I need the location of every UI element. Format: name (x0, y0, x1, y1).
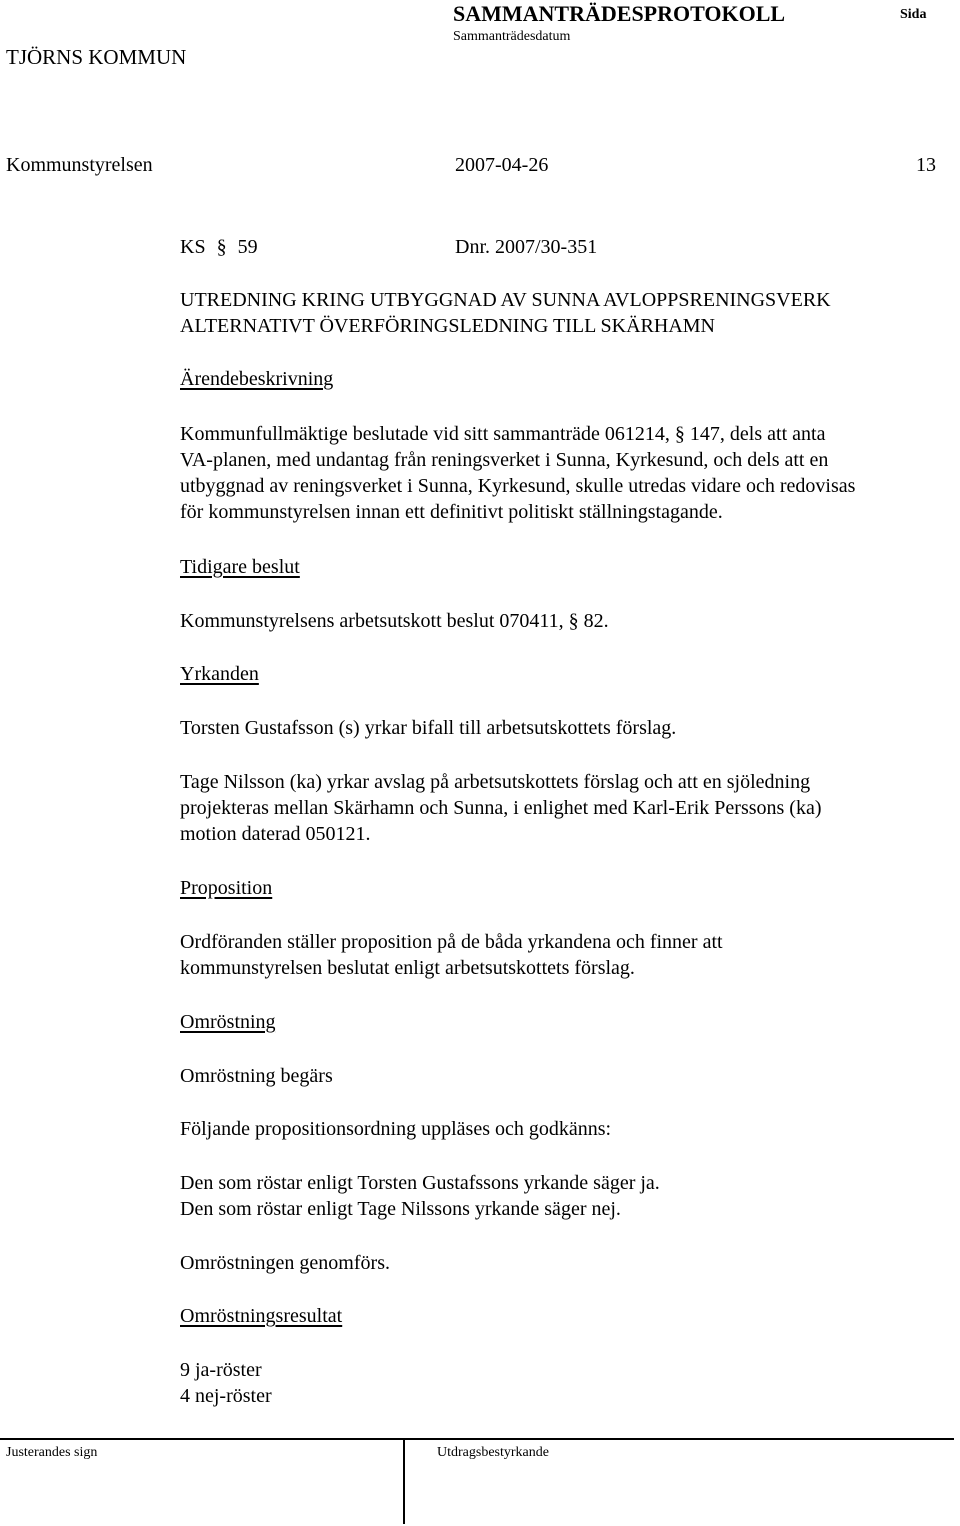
case-title-line: ALTERNATIVT ÖVERFÖRINGSLEDNING TILL SKÄRHAMN (180, 315, 715, 337)
omrostning-begars: Omröstning begärs (180, 1065, 333, 1087)
text-segment: 82. (578, 610, 609, 632)
vote-result (180, 1357, 272, 1409)
yrkanden-paragraph-2 (180, 769, 822, 847)
section-heading-proposition: Proposition (180, 877, 273, 899)
ks-prefix: KS (180, 236, 206, 258)
arendebeskrivning-text (180, 421, 855, 525)
omrostning-genomfors: Omröstningen genomförs. (180, 1252, 390, 1274)
paragraph-sign-icon: § (674, 423, 685, 445)
ks-number: 59 (237, 236, 258, 258)
meeting-date-label: Sammanträdesdatum (453, 29, 571, 44)
utdragsbestyrkande-label: Utdragsbestyrkande (437, 1445, 549, 1460)
section-heading-omrostningsresultat: Omröstningsresultat (180, 1305, 343, 1327)
case-title-line: UTREDNING KRING UTBYGGNAD AV SUNNA AVLOPPSRENINGSVERK (180, 289, 831, 311)
page-label: Sida (900, 7, 927, 22)
municipality-name: TJÖRNS KOMMUN (6, 45, 187, 69)
section-heading-omrostning: Omröstning (180, 1011, 276, 1033)
dnr: Dnr. 2007/30-351 (455, 236, 598, 258)
vote-result-line: 9 ja-röster (180, 1359, 262, 1381)
paragraph-sign-icon: § (216, 236, 227, 258)
text-segment: 147, dels att anta (684, 423, 826, 445)
yrkanden-paragraph-1: Torsten Gustafsson (s) yrkar bifall till arbetsutskottets förslag. (180, 717, 677, 739)
vote-options (180, 1170, 660, 1222)
text-segment: Kommunfullmäktige beslutade vid sitt sammanträde 061214, (180, 423, 675, 445)
section-heading-arendebeskrivning: Ärendebeskrivning (180, 368, 334, 390)
proposition-text (180, 929, 723, 981)
section-heading-yrkanden: Yrkanden (180, 663, 259, 685)
text-line: Ordföranden ställer proposition på de båda yrkandena och finner att (180, 931, 723, 953)
text-line: för kommunstyrelsen innan ett definitivt politiskt ställningstagande. (180, 501, 723, 523)
vote-option-line: Den som röstar enligt Tage Nilssons yrkande säger nej. (180, 1198, 621, 1220)
text-line: motion daterad 050121. (180, 823, 371, 845)
document-type: SAMMANTRÄDESPROTOKOLL (453, 1, 786, 26)
footer-divider (403, 1439, 405, 1524)
text-line: utbyggnad av reningsverket i Sunna, Kyrkesund, skulle utredas vidare och redovisas (180, 475, 856, 497)
case-title (180, 287, 831, 339)
propositionsordning: Följande propositionsordning uppläses och godkänns: (180, 1118, 612, 1140)
section-heading-tidigare-beslut: Tidigare beslut (180, 556, 300, 578)
committee-name: Kommunstyrelsen (6, 154, 153, 176)
vote-option-line: Den som röstar enligt Torsten Gustafssons yrkande säger ja. (180, 1172, 660, 1194)
page-number: 13 (916, 154, 936, 176)
text-line (180, 421, 855, 447)
vote-result-line: 4 nej-röster (180, 1385, 272, 1407)
case-number (180, 234, 258, 260)
text-line: kommunstyrelsen beslutat enligt arbetsutskottets förslag. (180, 957, 635, 979)
text-line: VA-planen, med undantag från reningsverket i Sunna, Kyrkesund, och dels att en (180, 449, 829, 471)
justerandes-sign-label: Justerandes sign (6, 1445, 98, 1460)
paragraph-sign-icon: § (568, 610, 579, 632)
text-line: projekteras mellan Skärhamn och Sunna, i enlighet med Karl-Erik Perssons (ka) (180, 797, 822, 819)
text-line: Tage Nilsson (ka) yrkar avslag på arbetsutskottets förslag och att en sjöledning (180, 771, 811, 793)
text-segment: Kommunstyrelsens arbetsutskott beslut 070411, (180, 610, 569, 632)
tidigare-beslut-text (180, 608, 609, 634)
meeting-date: 2007-04-26 (455, 154, 549, 176)
footer-rule (0, 1438, 954, 1440)
